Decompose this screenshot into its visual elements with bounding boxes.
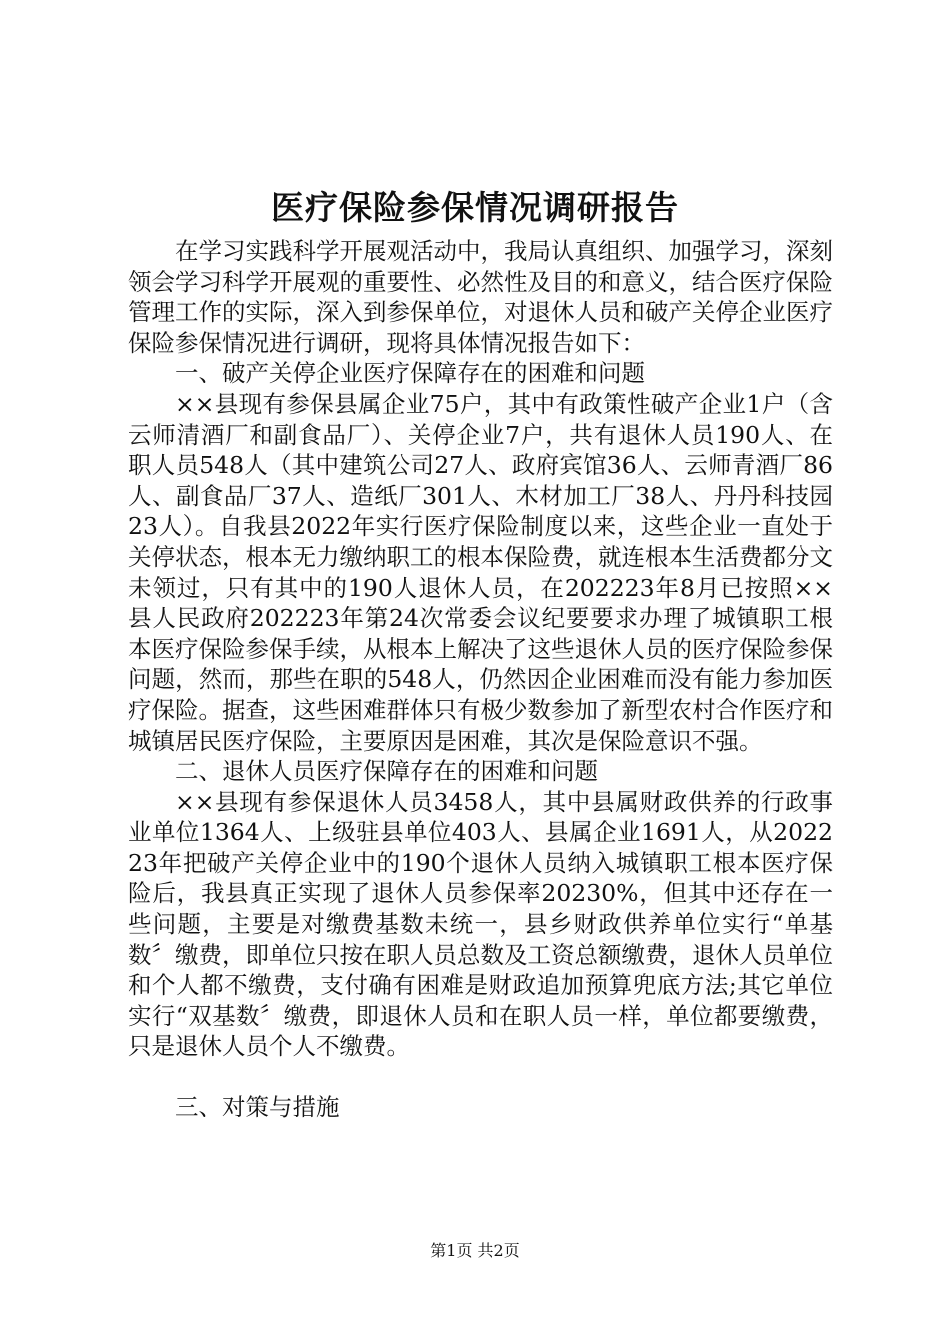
- document-body: [128, 236, 833, 1123]
- blank-line: [128, 1062, 833, 1092]
- document-title: 医疗保险参保情况调研报告: [271, 188, 679, 227]
- intro-paragraph: 在学习实践科学开展观活动中，我局认真组织、加强学习，深刻领会学习科学开展观的重要性、必然性及目的和意义，结合医疗保险管理工作的实际，深入到参保单位，对退休人员和破产关停企业医疗保险参保情况进行调研，现将具体情况报告如下：: [128, 237, 833, 357]
- section-heading-3: 三、对策与措施: [175, 1093, 340, 1122]
- section-1-paragraph: ××县现有参保县属企业75户，其中有政策性破产企业1户（含云师清酒厂和副食品厂）、关停企业7户，共有退休人员190人、在职人员548人（其中建筑公司27人、政府宾馆36人、云师青酒厂86人、副食品厂37人、造纸厂301人、木材加工厂38人、丹丹科技园23人）。自我县2022年实行医疗保险制度以来，这些企业一直处于关停状态，根本无力缴纳职工的根本保险费，就连根本生活费都分文未领过，只有其中的190人退休人员，在202223年8月已按照××县人民政府202223年第24次常委会议纪要要求办理了城镇职工根本医疗保险参保手续，从根本上解决了这些退休人员的医疗保险参保问题，然而，那些在职的548人，仍然因企业困难而没有能力参加医疗保险。据查，这些困难群体只有极少数参加了新型农村合作医疗和城镇居民医疗保险，主要原因是困难，其次是保险意识不强。: [128, 389, 833, 755]
- section-heading-1: 一、破产关停企业医疗保障存在的困难和问题: [175, 359, 645, 388]
- page-footer: 第1页 共2页: [430, 1241, 520, 1260]
- section-heading-2: 二、退休人员医疗保障存在的困难和问题: [175, 757, 598, 786]
- section-2-paragraph: ××县现有参保退休人员3458人，其中县属财政供养的行政事业单位1364人、上级驻县单位403人、县属企业1691人，从202223年把破产关停企业中的190个退休人员纳入城镇职工根本医疗保险后，我县真正实现了退休人员参保率20230%，但其中还存在一些问题，主要是对缴费基数未统一，县乡财政供养单位实行“单基数〞缴费，即单位只按在职人员总数及工资总额缴费，退休人员单位和个人都不缴费，支付确有困难是财政追加预算兜底方法;其它单位实行“双基数〞缴费，即退休人员和在职人员一样，单位都要缴费，只是退休人员个人不缴费。: [128, 787, 833, 1061]
